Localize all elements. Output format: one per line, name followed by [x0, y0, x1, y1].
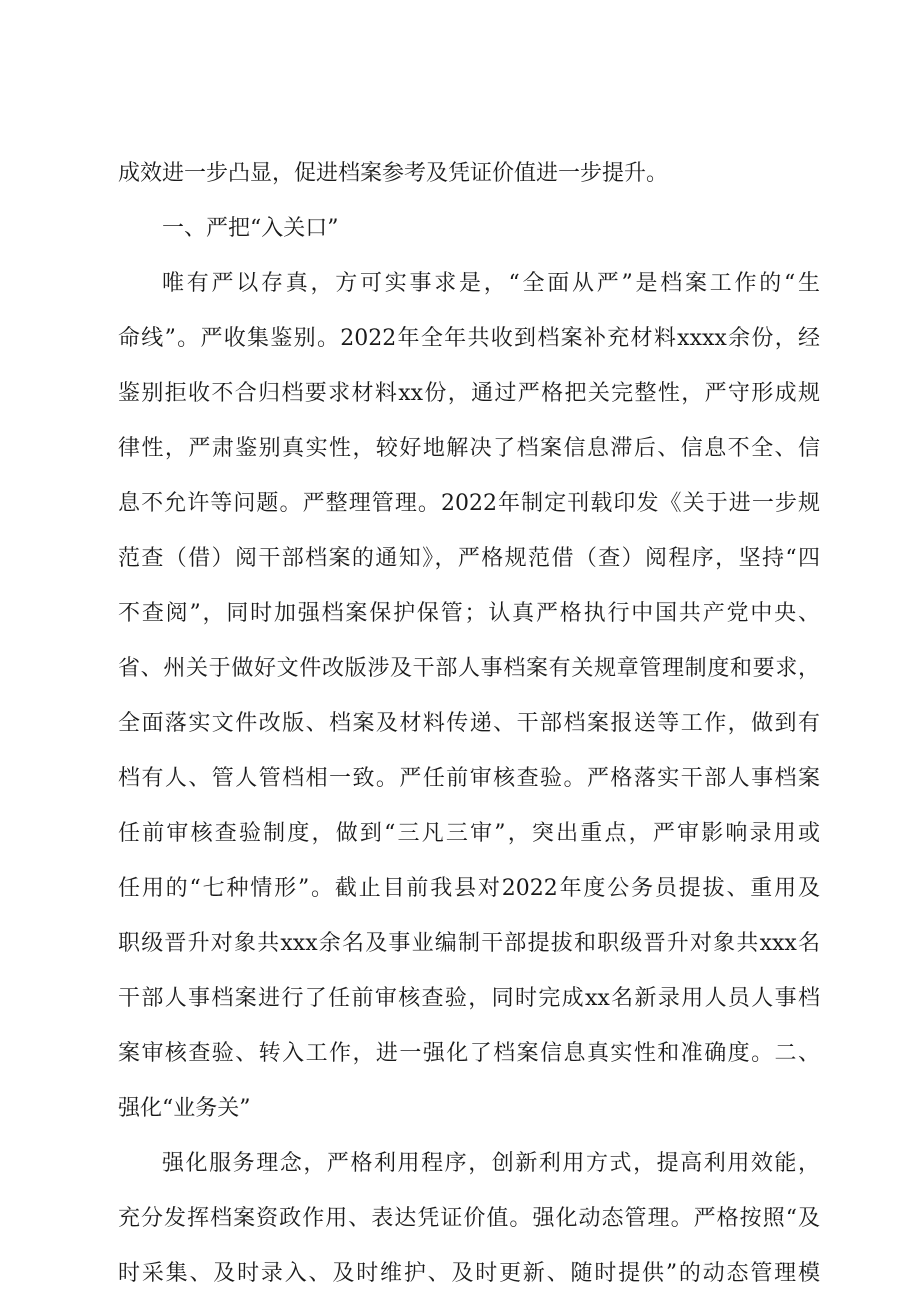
section-heading-2: 强化“业务关”: [118, 1096, 251, 1121]
text-line-19: 强化服务理念，严格利用程序，创新利用方式，提高利用效能，: [162, 1151, 820, 1176]
text-line-13: 任前审核查验制度，做到“三凡三审”，突出重点，严审影响录用或: [118, 821, 820, 846]
text-line-1: 成效进一步凸显，促进档案参考及凭证价值进一步提升。: [118, 161, 669, 186]
text-line-20: 充分发挥档案资政作用、表达凭证价值。强化动态管理。严格按照“及: [118, 1206, 820, 1231]
text-line-14: 任用的“七种情形”。截止目前我县对2022年度公务员提拔、重用及: [118, 876, 820, 901]
text-line-9: 不查阅”，同时加强档案保护保管；认真严格执行中国共产党中央、: [118, 601, 820, 626]
text-line-3: 唯有严以存真，方可实事求是，“全面从严”是档案工作的“生: [162, 271, 820, 296]
text-line-6: 律性，严肃鉴别真实性，较好地解决了档案信息滞后、信息不全、信: [118, 436, 820, 461]
text-line-16: 干部人事档案进行了任前审核查验，同时完成xx名新录用人员人事档: [118, 986, 820, 1011]
text-line-10: 省、州关于做好文件改版涉及干部人事档案有关规章管理制度和要求，: [118, 656, 820, 681]
text-line-4: 命线”。严收集鉴别。2022年全年共收到档案补充材料xxxx余份，经: [118, 326, 820, 351]
text-line-5: 鉴别拒收不合归档要求材料xx份，通过严格把关完整性，严守形成规: [118, 381, 820, 406]
text-line-8: 范查（借）阅干部档案的通知》，严格规范借（查）阅程序，坚持“四: [118, 546, 820, 571]
section-heading-1: 一、严把“入关口”: [162, 216, 339, 241]
text-line-11: 全面落实文件改版、档案及材料传递、干部档案报送等工作，做到有: [118, 711, 820, 736]
text-line-15: 职级晋升对象共xxx余名及事业编制干部提拔和职级晋升对象共xxx名: [118, 931, 820, 956]
text-line-17: 案审核查验、转入工作，进一强化了档案信息真实性和准确度。二、: [118, 1041, 820, 1066]
text-line-7: 息不允许等问题。严整理管理。2022年制定刊载印发《关于进一步规: [118, 491, 820, 516]
text-line-21: 时采集、及时录入、及时维护、及时更新、随时提供”的动态管理模: [118, 1261, 820, 1286]
text-line-12: 档有人、管人管档相一致。严任前审核查验。严格落实干部人事档案: [118, 766, 820, 791]
